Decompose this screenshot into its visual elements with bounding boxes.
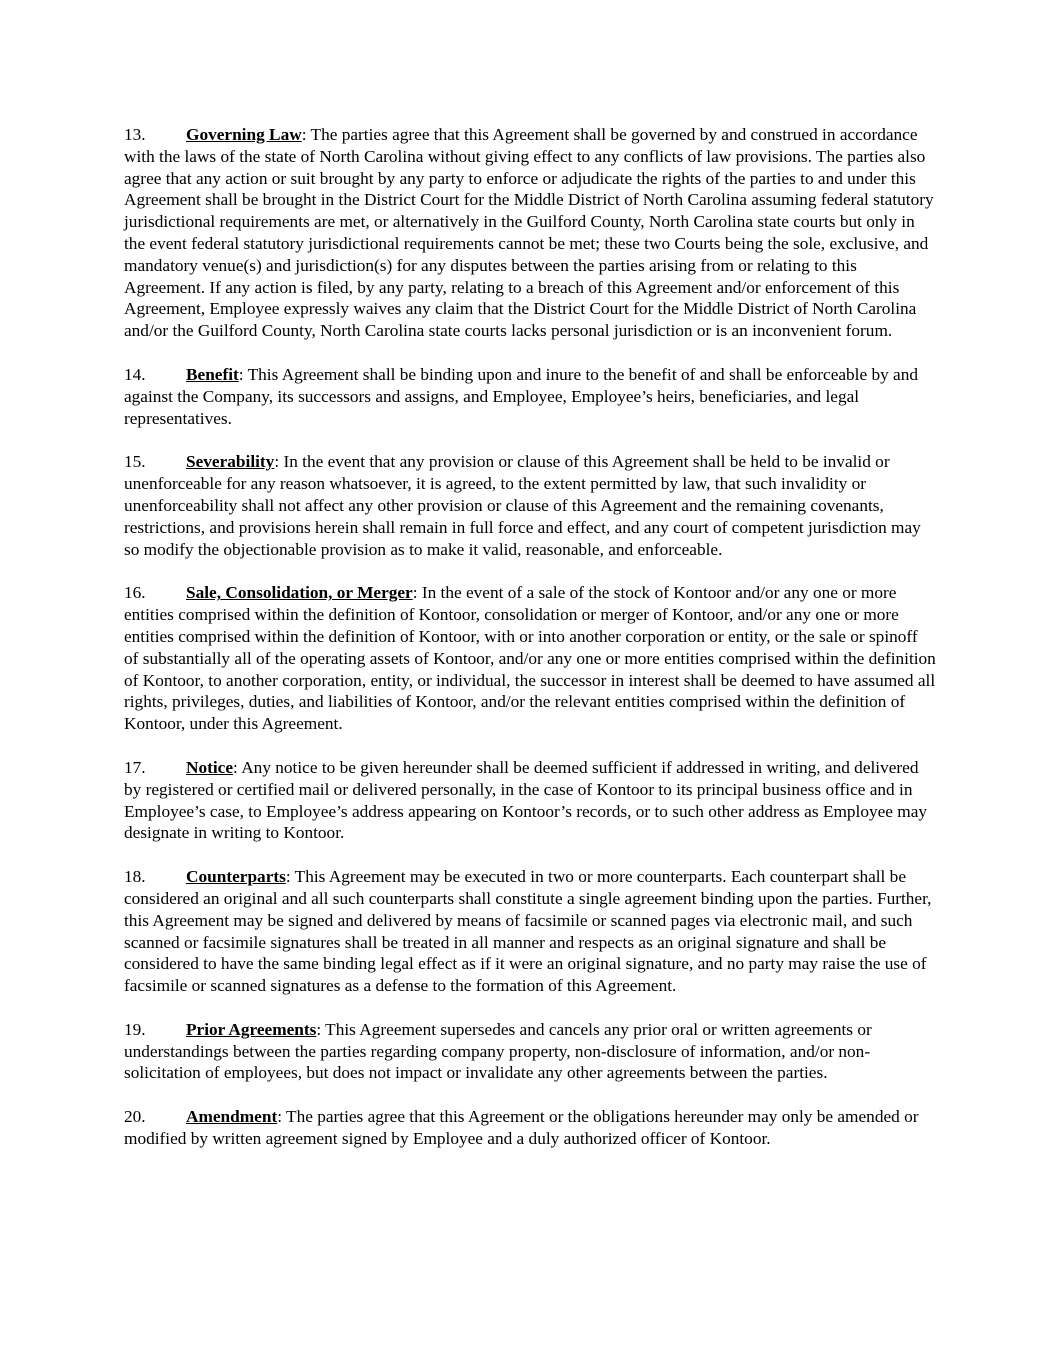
section-heading: Amendment xyxy=(186,1107,278,1127)
section-number: 14. xyxy=(124,364,146,384)
document-page xyxy=(124,124,936,1172)
section-benefit xyxy=(124,364,936,429)
section-text: : This Agreement shall be binding upon and inure to the benefit of and shall be enforceable by and against the Company, its successors and assigns, and Employee, Employee’s heirs, beneficiaries, and legal representatives. xyxy=(124,364,919,428)
section-sale-consolidation-merger xyxy=(124,582,936,735)
section-text: : This Agreement may be executed in two or more counterparts. Each counterpart shall be considered an original and all such counterparts shall constitute a single agreement binding upon the parties. Further, this Agreement may be signed and delivered by means of facsimile or scanned pages via electronic mail, and such scanned or facsimile signatures shall be treated in all manner and respects as an original signature and shall be considered to have the same binding legal effect as if it were an original signature, and no party may raise the use of facsimile or scanned signatures as a defense to the formation of this Agreement. xyxy=(124,867,932,996)
section-heading: Notice xyxy=(186,757,234,777)
section-text: : Any notice to be given hereunder shall be deemed sufficient if addressed in writing, and delivered by registered or certified mail or delivered personally, in the case of Kontoor to its principal business office and in Employee’s case, to Employee’s address appearing on Kontoor’s records, or to such other address as Employee may designate in writing to Kontoor. xyxy=(124,757,928,843)
section-counterparts xyxy=(124,866,936,997)
section-number: 19. xyxy=(124,1019,146,1039)
section-heading: Prior Agreements xyxy=(186,1019,317,1039)
section-heading: Governing Law xyxy=(186,125,302,144)
section-number: 20. xyxy=(124,1107,146,1127)
section-text: : In the event that any provision or clause of this Agreement shall be held to be invalid or unenforceable for any reason whatsoever, it is agreed, to the extent permitted by law, that such invalidity or unenforceability shall not affect any other provision or clause of this Agreement and the remaining covenants, restrictions, and provisions herein shall remain in full force and effect, and any court of competent jurisdiction may so modify the objectionable provision as to make it valid, reasonable, and enforceable. xyxy=(124,452,921,559)
section-severability xyxy=(124,451,936,560)
section-heading: Counterparts xyxy=(186,867,286,887)
section-heading: Benefit xyxy=(186,364,239,384)
section-text: : The parties agree that this Agreement or the obligations hereunder may only be amended or modified by written agreement signed by Employee and a duly authorized officer of Kontoor. xyxy=(124,1107,919,1149)
section-number: 15. xyxy=(124,452,146,472)
section-heading: Severability xyxy=(186,452,275,472)
section-text: : This Agreement supersedes and cancels any prior oral or written agreements or understandings between the parties regarding company property, non-disclosure of information, and/or non-solicitation of employees, but does not impact or invalidate any other agreements between the parties. xyxy=(124,1019,872,1083)
section-prior-agreements xyxy=(124,1019,936,1084)
section-text: : In the event of a sale of the stock of Kontoor and/or any one or more entities comprised within the definition of Kontoor, consolidation or merger of Kontoor, and/or any one or more entities comprised within the definition of Kontoor, with or into another corporation or entity, or the sale or spinoff of substantially all of the operating assets of Kontoor, and/or any one or more entities comprised within the definition of Kontoor, to another corporation, entity, or individual, the successor in interest shall be deemed to have assumed all rights, privileges, duties, and liabilities of Kontoor, and/or the relevant entities comprised within the definition of Kontoor, under this Agreement. xyxy=(124,583,936,734)
section-number: 17. xyxy=(124,757,146,777)
section-number: 16. xyxy=(124,583,146,603)
section-text: : The parties agree that this Agreement shall be governed by and construed in accordance with the laws of the state of North Carolina without giving effect to any conflicts of law provisions. The parties also agree that any action or suit brought by any party to enforce or adjudicate the rights of the parties to and under this Agreement shall be brought in the District Court for the Middle District of North Carolina assuming federal statutory jurisdictional requirements are met, or alternatively in the Guilford County, North Carolina state courts but only in the event federal statutory jurisdictional requirements cannot be met; these two Courts being the sole, exclusive, and mandatory venue(s) and jurisdiction(s) for any disputes between the parties arising from or relating to this Agreement. If any action is filed, by any party, relating to a breach of this Agreement and/or enforcement of this Agreement, Employee expressly waives any claim that the District Court for the Middle District of North Carolina and/or the Guilford County, North Carolina state courts lacks personal jurisdiction or is an inconvenient forum. xyxy=(124,125,934,341)
section-governing-law xyxy=(124,124,936,342)
section-number: 18. xyxy=(124,867,146,887)
section-number: 13. xyxy=(124,125,146,144)
section-notice xyxy=(124,757,936,844)
section-amendment xyxy=(124,1106,936,1150)
section-heading: Sale, Consolidation, or Merger xyxy=(186,583,413,603)
